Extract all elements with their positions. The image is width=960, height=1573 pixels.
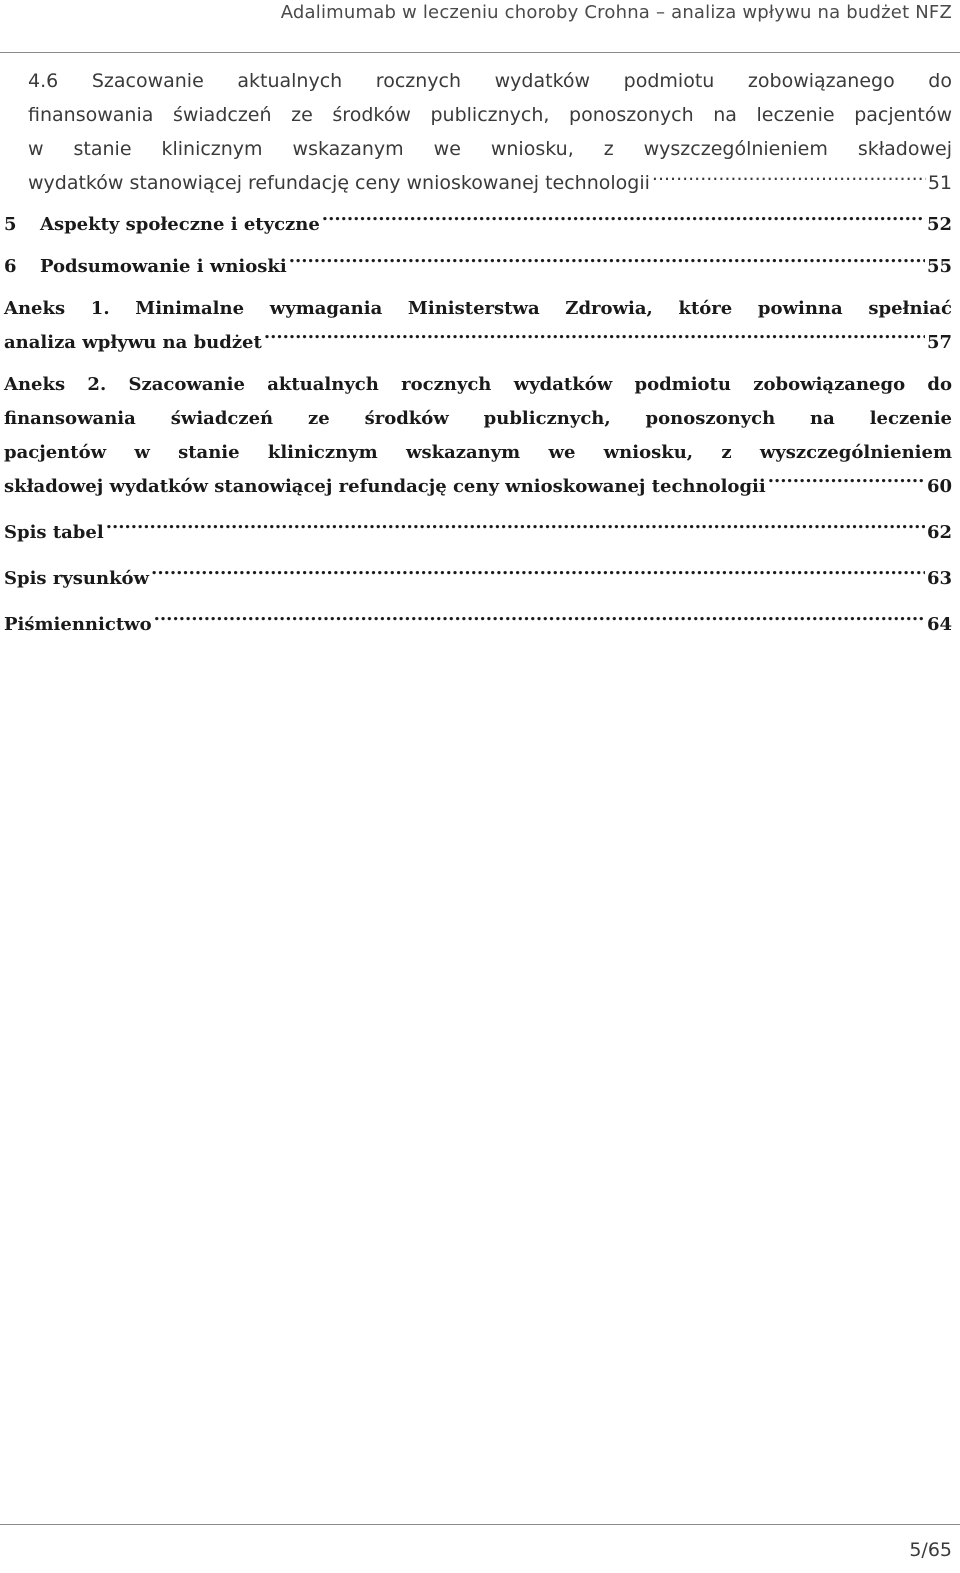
toc-entry-line: Aneks 2. Szacowanie aktualnych rocznych wydatków podmiotu zobowiązanego do [4,374,952,395]
toc-entry-title: Aspekty społeczne i etyczne [40,214,320,235]
toc-entry-4-6[interactable] [28,64,952,200]
dot-leader [151,566,925,584]
toc-page-number: 60 [926,476,952,497]
toc-entry-line: Aneks 1. Minimalne wymagania Ministerstwa Zdrowia, które powinna spełniać [4,298,952,319]
toc-entry-spis-rysunkow[interactable] [4,562,952,596]
toc-page-number: 52 [926,214,952,235]
table-of-contents [4,64,952,642]
page-header [0,0,960,53]
toc-entry-line: finansowania świadczeń ze środków publicznych, ponoszonych na leczenie [4,408,952,429]
toc-page-number: 57 [926,332,952,353]
toc-entry-pismiennictwo[interactable] [4,608,952,642]
dot-leader [289,254,925,272]
page-footer [0,1524,960,1561]
toc-entry-title-end: składowej wydatków stanowiącej refundację ceny wnioskowanej technologii [4,476,766,497]
toc-entry-6[interactable] [4,250,952,284]
toc-page-number: 51 [927,172,952,194]
toc-page-number: 55 [926,256,952,277]
toc-entry-aneks-2[interactable] [4,368,952,504]
document-running-title: Adalimumab w leczeniu choroby Crohna – analiza wpływu na budżet NFZ [280,2,952,23]
page-number: 5/65 [909,1539,952,1561]
toc-entry-line: 4.6 Szacowanie aktualnych rocznych wydatków podmiotu zobowiązanego do [28,70,952,92]
dot-leader [264,330,925,348]
toc-entry-aneks-1[interactable] [4,292,952,360]
toc-section-number: 6 [4,256,17,277]
toc-entry-5[interactable] [4,208,952,242]
toc-entry-spis-tabel[interactable] [4,516,952,550]
toc-page-number: 64 [926,614,952,635]
toc-entry-line: pacjentów w stanie klinicznym wskazanym we wniosku, z wyszczególnieniem [4,442,952,463]
dot-leader [106,520,925,538]
dot-leader [322,212,925,230]
toc-entry-title: Podsumowanie i wnioski [40,256,287,277]
toc-entry-title-end: analiza wpływu na budżet [4,332,262,353]
toc-entry-line: finansowania świadczeń ze środków publicznych, ponoszonych na leczenie pacjentów [28,104,952,126]
dot-leader [768,474,925,492]
toc-entry-line: w stanie klinicznym wskazanym we wniosku, z wyszczególnieniem składowej [28,138,952,160]
toc-entry-title-end: wydatków stanowiącej refundację ceny wnioskowanej technologii [28,172,650,194]
dot-leader [154,612,925,630]
toc-page-number: 63 [926,568,952,589]
toc-page-number: 62 [926,522,952,543]
toc-entry-title: Spis rysunków [4,568,150,589]
toc-section-number: 5 [4,214,17,235]
toc-entry-title: Spis tabel [4,522,104,543]
dot-leader [652,170,926,189]
toc-entry-title: Piśmiennictwo [4,614,152,635]
